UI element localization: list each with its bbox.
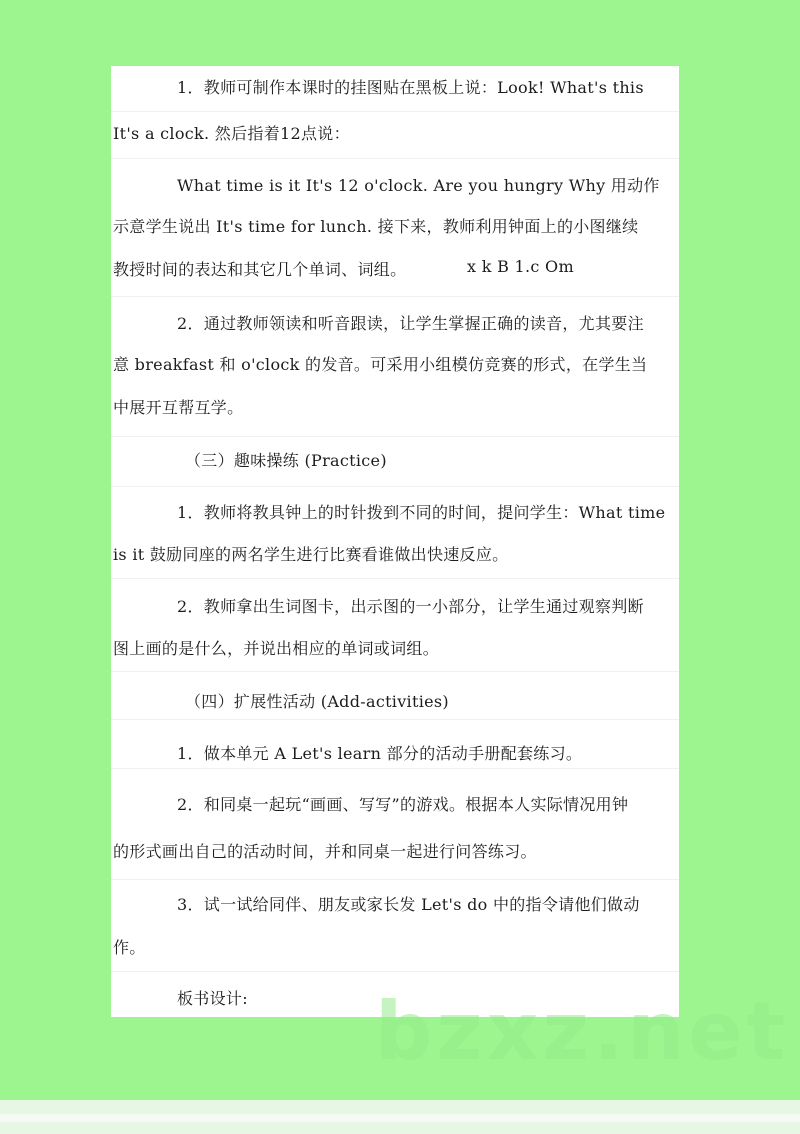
text-line: It's a clock. 然后指着12点说： (113, 124, 350, 143)
text-line: 教授时间的表达和其它几个单词、词组。 (113, 260, 407, 279)
bottom-band (0, 1100, 800, 1134)
text-line: 2．通过教师领读和听音跟读，让学生掌握正确的读音，尤其要注 (177, 314, 644, 333)
text-line: 1．做本单元 A Let's learn 部分的活动手册配套练习。 (177, 744, 583, 763)
line-divider (111, 111, 679, 112)
line-divider (111, 578, 679, 579)
line-divider (111, 158, 679, 159)
section-heading: （四）扩展性活动 (Add-activities) (185, 692, 449, 711)
text-line: 3．试一试给同伴、朋友或家长发 Let's do 中的指令请他们做动 (177, 895, 640, 914)
text-line: 1．教师将教具钟上的时针拨到不同的时间，提问学生：What time (177, 503, 666, 522)
text-line: 2．教师拿出生词图卡，出示图的一小部分，让学生通过观察判断 (177, 597, 644, 616)
text-line: 作。 (113, 938, 146, 957)
text-line: What time is it It's 12 o'clock. Are you hungry Why 用动作 (177, 176, 660, 195)
section-heading: （三）趣味操练 (Practice) (185, 451, 387, 470)
text-line: is it 鼓励同座的两名学生进行比赛看谁做出快速反应。 (113, 545, 509, 564)
text-line: 示意学生说出 It's time for lunch. 接下来，教师利用钟面上的小图继续 (113, 217, 639, 236)
text-line: 1．教师可制作本课时的挂图贴在黑板上说：Look! What's this (177, 78, 644, 97)
line-divider (111, 971, 679, 972)
line-divider (111, 879, 679, 880)
text-line: x k B 1.c Om (467, 257, 574, 276)
document-page (111, 66, 679, 1017)
text-line: 中展开互帮互学。 (113, 398, 244, 417)
line-divider (111, 719, 679, 720)
line-divider (111, 436, 679, 437)
line-divider (111, 296, 679, 297)
bottom-stripe (0, 1114, 800, 1122)
text-line: 意 breakfast 和 o'clock 的发音。可采用小组模仿竞赛的形式，在学生当 (113, 355, 648, 374)
line-divider (111, 486, 679, 487)
line-divider (111, 671, 679, 672)
site-watermark: bzxz.net (375, 985, 789, 1078)
text-line: 2．和同桌一起玩“画画、写写”的游戏。根据本人实际情况用钟 (177, 795, 629, 814)
line-divider (111, 768, 679, 769)
text-line: 图上画的是什么，并说出相应的单词或词组。 (113, 639, 440, 658)
text-line: 的形式画出自己的活动时间，并和同桌一起进行问答练习。 (113, 842, 537, 861)
text-line: 板书设计: (177, 989, 248, 1008)
